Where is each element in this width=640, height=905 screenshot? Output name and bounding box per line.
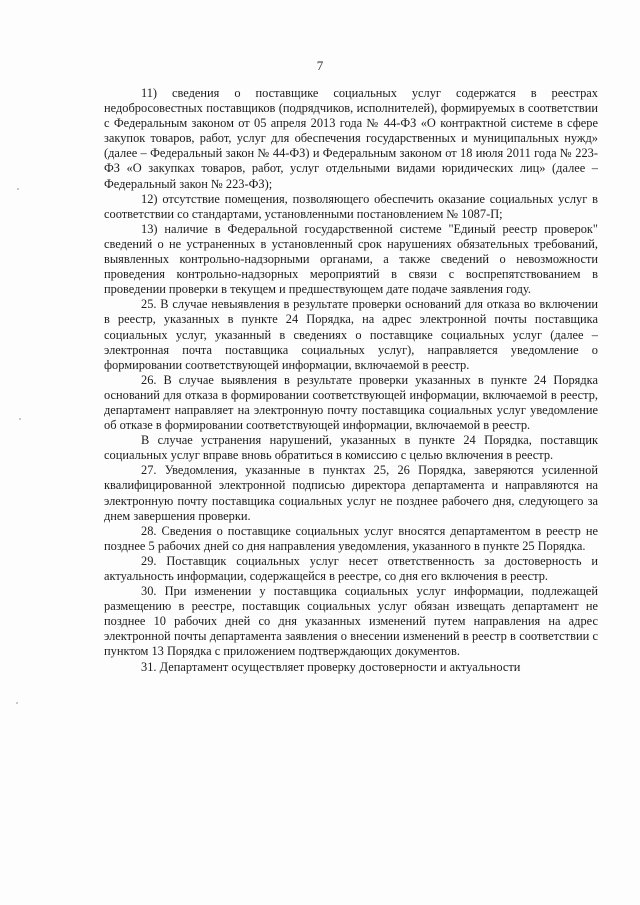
paragraph-clause-26-continued: В случае устранения нарушений, указанных в пункте 24 Порядка, поставщик социальных услуг вправе вновь обратиться в комиссию с целью включения в реестр.	[104, 433, 598, 463]
paragraph-clause-25: 25. В случае невыявления в результате проверки оснований для отказа во включении в реестр, указанных в пункте 24 Порядка, на адрес электронной почты поставщика социальных услуг, указанный в сведениях о поставщике социальных услуг (далее – электронная почта поставщика социальных услуг), направляется уведомление о формировании соответствующей информации, включаемой в реестр.	[104, 297, 598, 372]
paragraph-item-12: 12) отсутствие помещения, позволяющего обеспечить оказание социальных услуг в соответствии со стандартами, установленными постановлением № 1087-П;	[104, 191, 598, 221]
scan-speck	[16, 702, 18, 704]
page-number: 7	[316, 58, 324, 73]
paragraph-clause-31: 31. Департамент осуществляет проверку достоверности и актуальности	[141, 659, 521, 674]
scan-speck	[19, 418, 21, 420]
scan-speck	[17, 188, 19, 190]
paragraph-clause-27: 27. Уведомления, указанные в пунктах 25, 26 Порядка, заверяются усиленной квалифицированной электронной подписью директора департамента и направляются на электронную почту поставщика социальных услуг не позднее рабочего дня, следующего за днем завершения проверки.	[104, 463, 598, 523]
paragraph-clause-29: 29. Поставщик социальных услуг несет ответственность за достоверность и актуальность информации, содержащейся в реестре, со дня его включения в реестр.	[104, 553, 598, 583]
paragraph-clause-28: 28. Сведения о поставщике социальных услуг вносятся департаментом в реестр не позднее 5 рабочих дней со дня направления уведомления, указанного в пункте 25 Порядка.	[104, 523, 598, 553]
paragraph-clause-30: 30. При изменении у поставщика социальных услуг информации, подлежащей размещению в реестре, поставщик социальных услуг обязан извещать департамент не позднее 10 рабочих дней со дня указанных изменений путем направления на адрес электронной почты департамента заявления о внесении изменений в реестр в соответствии с пунктом 13 Порядка с приложением подтверждающих документов.	[104, 584, 598, 659]
document-body	[104, 86, 598, 675]
paragraph-item-11: 11) сведения о поставщике социальных услуг содержатся в реестрах недобросовестных поставщиков (подрядчиков, исполнителей), формируемых в соответствии с Федеральным законом от 05 апреля 2013 года № 44-ФЗ «О контрактной системе в сфере закупок товаров, работ, услуг для обеспечения государственных и муниципальных нужд» (далее – Федеральный закон № 44-ФЗ) и Федеральным законом от 18 июля 2011 года № 223-ФЗ «О закупках товаров, работ, услуг отдельными видами юридических лиц» (далее – Федеральный закон № 223-ФЗ);	[104, 86, 598, 191]
paragraph-clause-26: 26. В случае выявления в результате проверки указанных в пункте 24 Порядка оснований для отказа в формировании соответствующей информации, включаемой в реестр, департамент направляет на электронную почту поставщика социальных услуг уведомление об отказе в формировании соответствующей информации, включаемой в реестр.	[104, 372, 598, 433]
paragraph-item-13: 13) наличие в Федеральной государственной системе "Единый реестр проверок" сведений о не устраненных в установленный срок нарушениях обязательных требований, выявленных контрольно-надзорными органами, а также сведений о невозможности проведения контрольно-надзорных мероприятий в связи с воспрепятствованием в проведении проверки в текущем и предшествующем дате подаче заявления году.	[104, 221, 598, 297]
